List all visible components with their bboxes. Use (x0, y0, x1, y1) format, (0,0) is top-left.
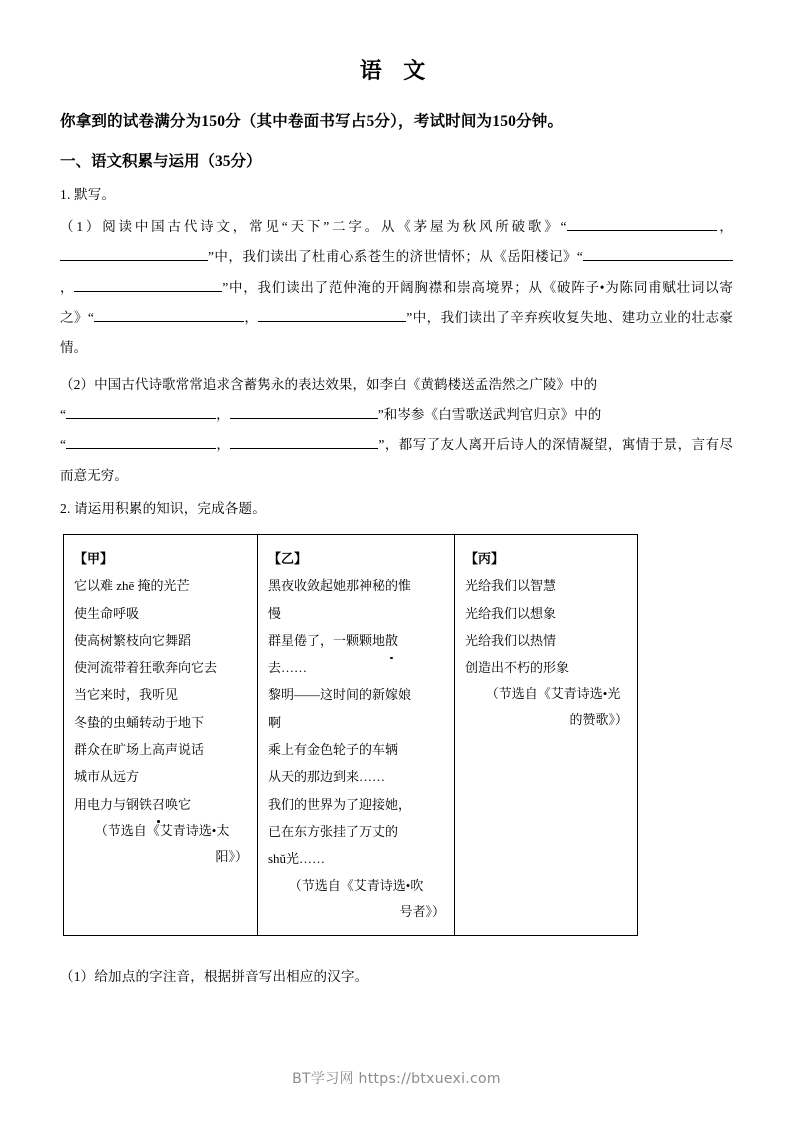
poem-line: 去…… (268, 660, 308, 676)
poem-line-dotted: 群星倦了，一颗颗地散 (268, 627, 445, 654)
poem-line: 我们的世界为了迎接她， (268, 796, 412, 812)
poem-line: 黎明——这时间的新嫁娘 (268, 687, 412, 703)
poem-line: 光给我们以想象 (465, 605, 557, 621)
answer-blank[interactable] (66, 405, 216, 420)
section-heading-one: 一、语文积累与运用（35分） (60, 152, 262, 170)
poem-line: 啊 (268, 714, 282, 730)
poem-line: 光给我们以智慧 (465, 578, 557, 594)
poem-line: 黑夜收敛起她那神秘的惟 (268, 578, 412, 594)
q1-sub1-seg5: ”中，我们读出了范仲淹的开阔胸襟和崇高境界；从《破阵子•为陈同甫赋壮词以寄之》“ (60, 279, 733, 325)
poem-line: 从天的那边到来…… (268, 769, 386, 785)
poem-source: （节选自《艾青诗选•吹 (288, 877, 424, 893)
answer-blank[interactable] (567, 216, 717, 231)
poem-cell-bing (455, 534, 638, 935)
poem-cell-yi (258, 534, 455, 935)
q1-sub1-seg2: ， (716, 218, 733, 234)
q1-sub2-seg4: ”和岑参《白雪歌送武判官归京》中的 (377, 407, 602, 422)
q1-sub1-seg7: ”中，我们读出了辛弃疾收复失地、建功立业的壮志豪情。 (60, 309, 733, 356)
poem-line: 光给我们以热情 (465, 632, 557, 648)
q1-sub1-seg1: 阅读中国古代诗文，常见“天下”二字。从《茅屋为秋风所破歌》“ (102, 218, 567, 234)
emphasis-dot-char: 召 (152, 791, 165, 818)
poem-label-bing: 【丙】 (465, 550, 505, 566)
page-title: 语 文 (359, 58, 434, 83)
answer-blank[interactable] (230, 435, 378, 450)
poem-line: 乘上有金色轮子的车辆 (268, 742, 399, 758)
poem-source-tail: 的赞歌》） (569, 712, 628, 728)
poem-line: 已在东方张挂了万丈的 (268, 823, 399, 839)
poem-line: 慢 (268, 605, 282, 621)
question-1-sub-2 (60, 370, 733, 492)
emphasis-dot-char: 散 (385, 627, 398, 654)
poem-cell-jia (64, 534, 258, 935)
poem-line: 冬蛰的虫蛹转动于地下 (74, 714, 205, 730)
poem-line: shǔ光…… (268, 851, 326, 867)
answer-blank[interactable] (583, 247, 733, 262)
poem-line: 它以难 zhē 掩的光芒 (74, 578, 190, 594)
footer-watermark: BT学习网 https://btxuexi.com (292, 1071, 501, 1087)
q1-sub2-seg1: 中国古代诗歌常常追求含蓄隽永的表达效果，如李白《黄鹤楼送孟浩然之广陵》中的 (94, 376, 598, 392)
q1-sub2-seg7: ”，都写了友人离开后诗人的深情凝望，寓情于景，言有尽而意无穷。 (60, 437, 734, 483)
poem-excerpt-table (63, 534, 638, 936)
answer-blank[interactable] (60, 247, 208, 262)
poem-line: 创造出不朽的形象 (465, 660, 570, 676)
q1-sub1-seg6: ， (243, 309, 259, 325)
poem-source: （节选自《艾青诗选•光 (485, 686, 621, 702)
q1-sub2-seg6: ， (216, 437, 231, 453)
question-2-sub-1: （1）给加点的字注音，根据拼音写出相应的汉字。 (60, 968, 369, 984)
answer-blank[interactable] (66, 435, 216, 450)
poem-line: 使生命呼吸 (74, 605, 140, 621)
table-row (64, 534, 638, 935)
q1-sub2-marker: （2） (60, 376, 95, 392)
answer-blank[interactable] (258, 307, 406, 322)
poem-line: 当它来时，我听见 (74, 687, 179, 703)
q1-sub2-seg5: “ (60, 437, 67, 453)
poem-line: 城市从远方 (74, 769, 140, 785)
poem-source: （节选自《艾青诗选•太 (94, 822, 230, 838)
poem-label-jia: 【甲】 (74, 550, 114, 566)
answer-blank[interactable] (230, 405, 378, 420)
poem-line: 使高树繁枝向它舞蹈 (74, 632, 192, 648)
answer-blank[interactable] (74, 277, 222, 292)
question-1-sub-1 (60, 212, 733, 364)
question-1-label: 1. 默写。 (60, 186, 116, 202)
q1-sub2-seg2: “ (60, 407, 67, 422)
poem-line: 使河流带着狂歌奔向它去 (74, 660, 218, 676)
answer-blank[interactable] (94, 307, 244, 322)
q1-sub2-seg3: ， (216, 407, 230, 422)
poem-source-tail: 阳》） (215, 848, 248, 864)
q1-sub1-seg4: ， (60, 279, 75, 295)
poem-label-yi: 【乙】 (268, 550, 308, 566)
poem-line: 群众在旷场上高声说话 (74, 742, 205, 758)
poem-source-tail: 号者》） (399, 903, 445, 919)
poem-line-dotted: 用电力与钢铁召唤它 (74, 791, 248, 818)
exam-lead-line: 你拿到的试卷满分为150分（其中卷面书写占5分），考试时间为150分钟。 (60, 113, 564, 131)
q1-sub1-seg3: ”中，我们读出了杜甫心系苍生的济世情怀；从《岳阳楼记》“ (208, 249, 583, 265)
q1-sub1-marker: （1） (60, 218, 103, 234)
question-2-label: 2. 请运用积累的知识，完成各题。 (60, 501, 266, 517)
